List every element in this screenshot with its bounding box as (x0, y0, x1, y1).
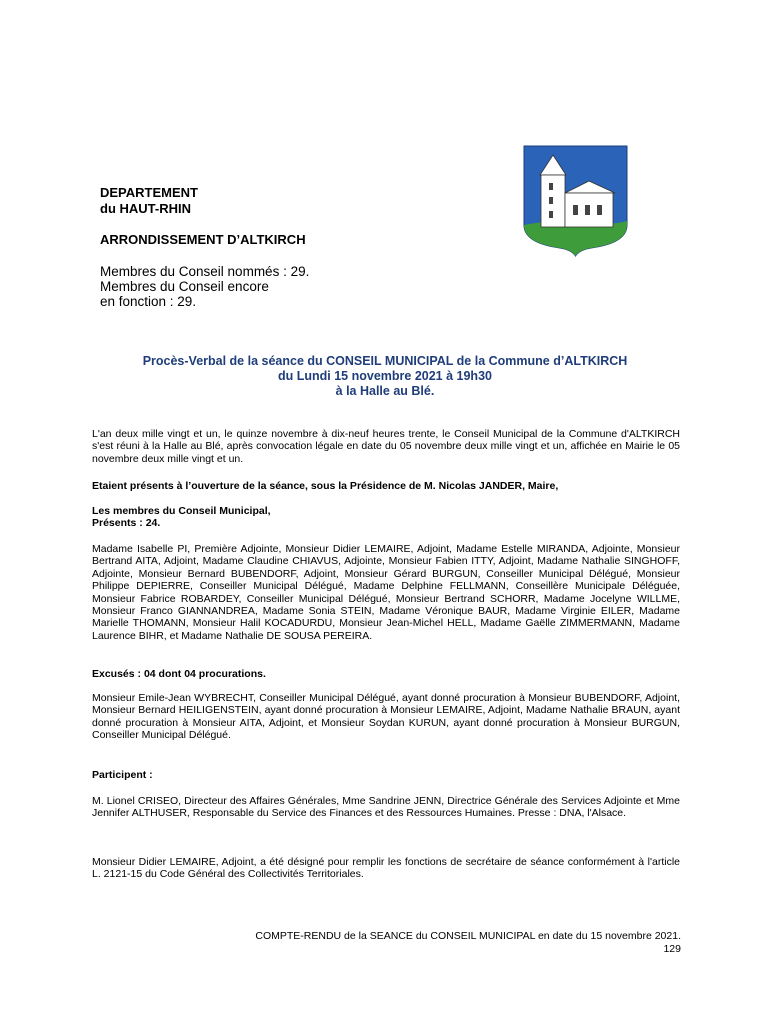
presents-count: Présents : 24. (92, 517, 161, 529)
presents-heading: Etaient présents à l’ouverture de la séance, sous la Présidence de M. Nicolas JANDER, Maire, (92, 480, 559, 492)
excuses-heading: Excusés : 04 dont 04 procurations. (92, 668, 266, 680)
altkirch-coat-of-arms-icon (523, 145, 628, 257)
council-members-count (100, 264, 309, 309)
department-line: DEPARTEMENT (100, 185, 198, 200)
arrondissement: ARRONDISSEMENT D’ALTKIRCH (100, 232, 306, 247)
page-number: 129 (663, 942, 681, 955)
participent-list: M. Lionel CRISEO, Directeur des Affaires Générales, Mme Sandrine JENN, Directrice Générale des Services Adjointe et Mme Jennifer ALTHUSER, Responsable du Service des Finances et des Ressources Humaines. Presse : DNA, l'Alsace. (92, 795, 680, 820)
members-in-office-line2: en fonction : 29. (100, 294, 197, 309)
members-heading: Les membres du Conseil Municipal, (92, 505, 271, 517)
presents-list: Madame Isabelle PI, Première Adjointe, Monsieur Didier LEMAIRE, Adjoint, Madame Estelle MIRANDA, Adjointe, Monsieur Bertrand AITA, Adjoint, Madame Claudine CHIAVUS, Adjointe, Monsieur Fabien ITTY, Adjoint, Madame Nathalie SINGHOFF, Adjointe, Monsieur Bernard BUBENDORF, Adjoint, Monsieur Gérard BURGUN, Conseiller Municipal Délégué, Monsieur Philippe DEPIERRE, Conseiller Municipal Délégué, Madame Delphine FELLMANN, Conseillère Municipale Déléguée, Monsieur Fabrice ROBARDEY, Conseiller Municipal Délégué, Monsieur Bertrand SCHORR, Madame Jocelyne WILLME, Monsieur Franco GIANNANDREA, Madame Sonia STEIN, Madame Véronique BAUR, Madame Virginie EILER, Madame Marielle THOMANN, Monsieur Halil KOCADURDU, Monsieur Jean-Michel HELL, Madame Gaëlle ZIMMERMANN, Madame Laurence BIHR, et Madame Nathalie DE SOUSA PEREIRA. (92, 543, 680, 642)
title-line-3: à la Halle au Blé. (335, 384, 435, 398)
title-line-2: du Lundi 15 novembre 2021 à 19h30 (278, 369, 492, 383)
members-named: Membres du Conseil nommés : 29. (100, 264, 310, 279)
page-title (80, 354, 690, 399)
intro-paragraph: L'an deux mille vingt et un, le quinze novembre à dix-neuf heures trente, le Conseil Municipal de la Commune d'ALTKIRCH s'est réuni à la Halle au Blé, après convocation légale en date du 05 novembre deux mille vingt et un, affichée en Mairie le 05 novembre deux mille vingt et un. (92, 428, 680, 465)
page-footer (150, 930, 681, 955)
members-in-office-line1: Membres du Conseil encore (100, 279, 269, 294)
excuses-list: Monsieur Emile-Jean WYBRECHT, Conseiller Municipal Délégué, ayant donné procuration à Monsieur BUBENDORF, Adjoint, Monsieur Bernard HEILIGENSTEIN, ayant donné procuration à Monsieur LEMAIRE, Adjoint, Madame Nathalie BRAUN, ayant donné procuration à Monsieur AITA, Adjoint, et Monsieur Soydan KURUN, ayant donné procuration à Monsieur BURGUN, Conseiller Municipal Délégué. (92, 692, 680, 742)
footer-text: COMPTE-RENDU de la SEANCE du CONSEIL MUNICIPAL en date du 15 novembre 2021. (255, 930, 681, 942)
department-block (100, 185, 198, 217)
secretaire-paragraph: Monsieur Didier LEMAIRE, Adjoint, a été désigné pour remplir les fonctions de secrétaire de séance conformément à l'article L. 2121-15 du Code Général des Collectivités Territoriales. (92, 856, 680, 881)
title-line-1: Procès-Verbal de la séance du CONSEIL MUNICIPAL de la Commune d’ALTKIRCH (142, 354, 628, 368)
participent-heading: Participent : (92, 769, 153, 781)
department-name: du HAUT-RHIN (100, 201, 191, 216)
